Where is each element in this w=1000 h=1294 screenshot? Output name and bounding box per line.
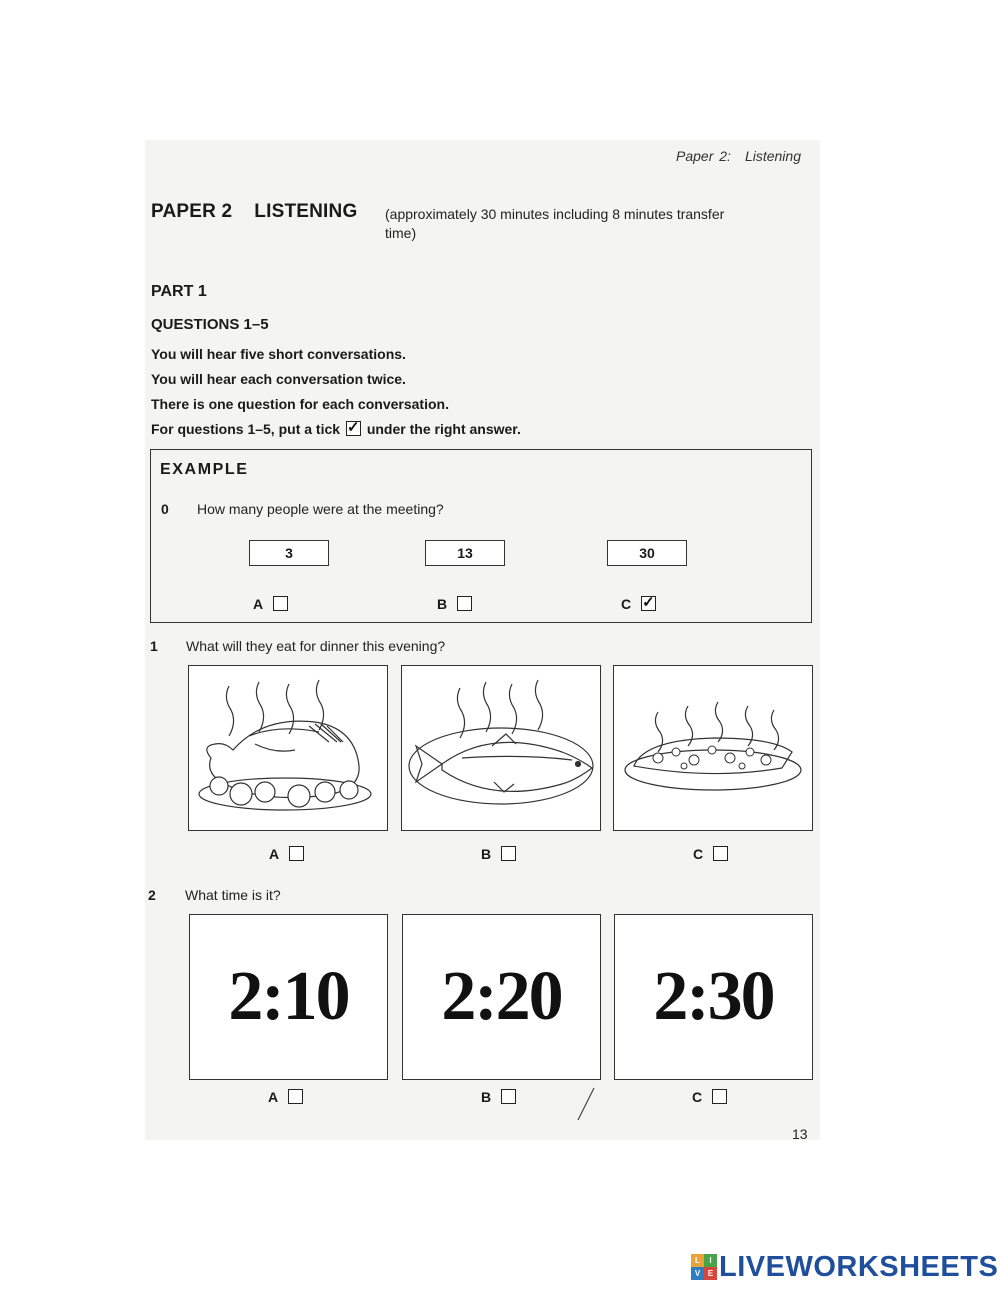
roast-chicken-icon bbox=[189, 666, 387, 830]
option-letter: C bbox=[693, 846, 704, 862]
paper-number: PAPER 2 bbox=[151, 201, 233, 222]
option-letter: B bbox=[437, 596, 448, 612]
paper-name: LISTENING bbox=[254, 201, 358, 222]
tick-sample-icon bbox=[346, 421, 361, 436]
running-head-subsection: Listening bbox=[744, 148, 801, 164]
answer-checkbox[interactable] bbox=[713, 846, 728, 861]
question-2-number: 2 bbox=[148, 887, 156, 903]
running-head bbox=[676, 148, 801, 164]
answer-checkbox[interactable] bbox=[288, 1089, 303, 1104]
roast-chicken-picture bbox=[188, 665, 388, 831]
running-head-section: Paper 2: bbox=[676, 148, 731, 164]
question-2-option-b bbox=[481, 1089, 518, 1105]
logo-letter: L bbox=[691, 1254, 704, 1267]
option-letter: C bbox=[692, 1089, 703, 1105]
fish-icon bbox=[402, 666, 600, 830]
question-1-option-b bbox=[481, 846, 518, 862]
example-label: EXAMPLE bbox=[160, 461, 249, 478]
example-option-c bbox=[621, 596, 658, 612]
example-option-a bbox=[253, 596, 290, 612]
tick-instruction-before: For questions 1–5, put a tick bbox=[151, 421, 341, 437]
example-choice-value: 30 bbox=[607, 540, 687, 566]
logo-letter: E bbox=[704, 1267, 717, 1280]
option-letter: B bbox=[481, 1089, 492, 1105]
answer-checkbox[interactable] bbox=[712, 1089, 727, 1104]
tick-instruction bbox=[151, 421, 521, 437]
logo-letter: I bbox=[704, 1254, 717, 1267]
example-box bbox=[150, 449, 812, 623]
answer-checkbox[interactable] bbox=[501, 1089, 516, 1104]
clock-time-panel: 2:20 bbox=[402, 914, 601, 1080]
question-2-option-a bbox=[268, 1089, 305, 1105]
answer-checkbox[interactable] bbox=[289, 846, 304, 861]
pizza-picture bbox=[613, 665, 813, 831]
liveworksheets-logo-icon bbox=[691, 1254, 717, 1280]
instruction-line: There is one question for each conversation. bbox=[151, 396, 449, 412]
pizza-icon bbox=[614, 666, 812, 830]
instruction-line: You will hear each conversation twice. bbox=[151, 371, 406, 387]
option-letter: C bbox=[621, 596, 632, 612]
answer-checkbox[interactable] bbox=[501, 846, 516, 861]
answer-checkbox[interactable] bbox=[273, 596, 288, 611]
liveworksheets-wordmark: LIVEWORKSHEETS bbox=[719, 1251, 999, 1283]
question-1-number: 1 bbox=[150, 638, 158, 654]
example-choice-value: 3 bbox=[249, 540, 329, 566]
question-2-option-c bbox=[692, 1089, 729, 1105]
fish-picture bbox=[401, 665, 601, 831]
option-letter: A bbox=[268, 1089, 279, 1105]
answer-checkbox-ticked[interactable] bbox=[641, 596, 656, 611]
clock-time-panel: 2:30 bbox=[614, 914, 813, 1080]
option-letter: A bbox=[269, 846, 280, 862]
instruction-line: You will hear five short conversations. bbox=[151, 346, 406, 362]
logo-letter: V bbox=[691, 1267, 704, 1280]
liveworksheets-brand[interactable] bbox=[691, 1252, 998, 1282]
example-question: How many people were at the meeting? bbox=[197, 501, 444, 517]
page-number: 13 bbox=[792, 1126, 808, 1142]
tick-instruction-after: under the right answer. bbox=[366, 421, 521, 437]
clock-time-panel: 2:10 bbox=[189, 914, 388, 1080]
pen-stroke-mark bbox=[574, 1086, 598, 1122]
part-heading: PART 1 bbox=[151, 283, 207, 300]
option-letter: A bbox=[253, 596, 264, 612]
option-letter: B bbox=[481, 846, 492, 862]
paper-duration-note: (approximately 30 minutes including 8 minutes transfer time) bbox=[385, 206, 725, 241]
paper-title bbox=[151, 201, 357, 223]
question-2-text: What time is it? bbox=[185, 887, 281, 903]
example-number: 0 bbox=[161, 501, 169, 517]
question-1-text: What will they eat for dinner this evening? bbox=[186, 638, 446, 654]
question-1-option-c bbox=[693, 846, 730, 862]
questions-heading: QUESTIONS 1–5 bbox=[151, 316, 269, 333]
answer-checkbox[interactable] bbox=[457, 596, 472, 611]
question-1-option-a bbox=[269, 846, 306, 862]
example-choice-value: 13 bbox=[425, 540, 505, 566]
example-option-b bbox=[437, 596, 474, 612]
